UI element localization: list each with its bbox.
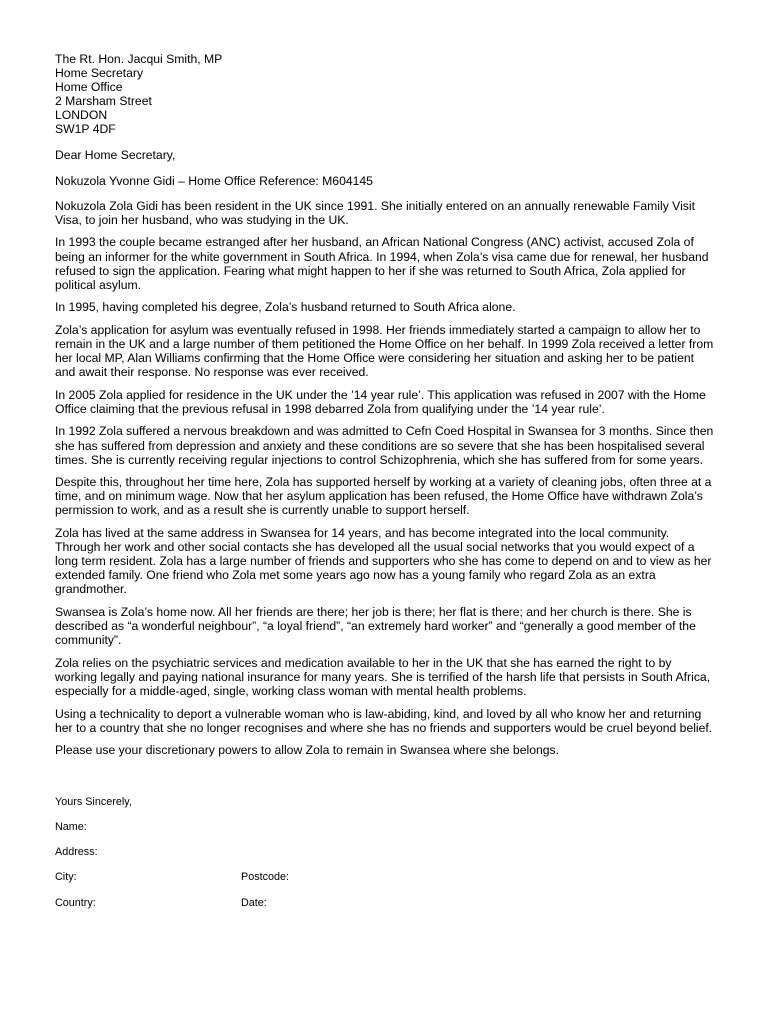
date-label: Date:: [241, 897, 267, 909]
paragraph-work: Despite this, throughout her time here, Zola has supported herself by working at a variety of cleaning jobs, often three at a time, and on minimum wage. Now that her asylum application has been refused, the Home Office have withdrawn Zola’s permission to work, and as a result she is currently unable to support herself.: [55, 475, 712, 518]
subject-line: Nokuzola Yvonne Gidi – Home Office Reference: M604145: [55, 173, 373, 188]
recipient-name: The Rt. Hon. Jacqui Smith, MP: [55, 52, 223, 66]
paragraph-community: Zola has lived at the same address in Swansea for 14 years, and has become integrated into the local community. Through her work and other social contacts she has developed all the usual social networks that you would expect of a long term resident. Zola has a large number of friends and supporters who she has come to depend on and to view as her extended family. One friend who Zola met some years ago now has a young family who regard Zola as an extra grandmother.: [55, 526, 712, 597]
postcode-label: Postcode:: [241, 871, 290, 883]
paragraph-estrangement: In 1993 the couple became estranged after her husband, an African National Congress (ANC) activist, accused Zola of being an informer for the white government in South Africa. In 1994, when Zola’s visa came due for renewal, her husband refused to sign the application. Fearing what might happen to her if she was returned to South Africa, Zola applied for political asylum.: [55, 235, 709, 292]
name-label: Name:: [55, 821, 87, 833]
paragraph-asylum-refusal: Zola’s application for asylum was eventually refused in 1998. Her friends immediately started a campaign to allow her to remain in the UK and a large number of them petitioned the Home Office on her behalf. In 1999 Zola received a letter from her local MP, Alan Williams confirming that the Home Office were considering her situation and asking her to be patient and await their response. No response was ever received.: [55, 322, 714, 380]
recipient-address: [55, 52, 715, 137]
city-label: City:: [55, 871, 77, 883]
sign-off: Yours Sincerely,: [55, 796, 132, 808]
letter-body: [55, 52, 715, 766]
recipient-postcode: SW1P 4DF: [55, 122, 116, 137]
paragraph-psychiatric-services: Zola relies on the psychiatric services and medication available to her in the UK that she has earned the right to by working legally and paying national insurance for many years. She is terrified of the harsh life that persists in South Africa, especially for a middle-aged, single, working class woman with mental health problems.: [55, 655, 711, 698]
recipient-city: LONDON: [55, 108, 108, 123]
paragraph-14-year-rule: In 2005 Zola applied for residence in the UK under the ’14 year rule’. This application was refused in 2007 with the Home Office claiming that the previous refusal in 1998 debarred Zola from qualifying under the ’14 year rule’.: [55, 387, 706, 416]
country-label: Country:: [55, 897, 96, 909]
paragraph-swansea-home: Swansea is Zola’s home now. All her friends are there; her job is there; her flat is there; and her church is there. She is described as “a wonderful neighbour”, “a loyal friend”, “an extremely hard worker” and “generally a good member of the community”.: [55, 605, 696, 648]
address-label: Address:: [55, 846, 98, 858]
paragraph-husband-return: In 1995, having completed his degree, Zola’s husband returned to South Africa alone.: [55, 300, 516, 315]
recipient-title: Home Secretary: [55, 66, 144, 81]
paragraph-health: In 1992 Zola suffered a nervous breakdown and was admitted to Cefn Coed Hospital in Swansea for 3 months. Since then she has suffered from depression and anxiety and these conditions are so severe that she has been hospitalised several times. She is currently receiving regular injections to control Schizophrenia, which she has suffered from for some years.: [55, 424, 714, 467]
country-date-row: [55, 897, 715, 910]
name-row: [55, 821, 715, 834]
address-row: [55, 846, 715, 859]
city-postcode-row: [55, 871, 715, 884]
recipient-office: Home Office: [55, 80, 123, 95]
paragraph-residence: Nokuzola Zola Gidi has been resident in the UK since 1991. She initially entered on an annually renewable Family Visit Visa, to join her husband, who was studying in the UK.: [55, 198, 695, 227]
paragraph-request: Please use your discretionary powers to allow Zola to remain in Swansea where she belongs.: [55, 743, 560, 758]
sign-off-row: [55, 796, 715, 809]
recipient-street: 2 Marsham Street: [55, 94, 152, 109]
salutation: Dear Home Secretary,: [55, 147, 176, 162]
paragraph-technicality: Using a technicality to deport a vulnerable woman who is law-abiding, kind, and loved by all who know her and returning her to a country that she no longer recognises and where she has no friends and supporters would be cruel beyond belief.: [55, 706, 713, 735]
